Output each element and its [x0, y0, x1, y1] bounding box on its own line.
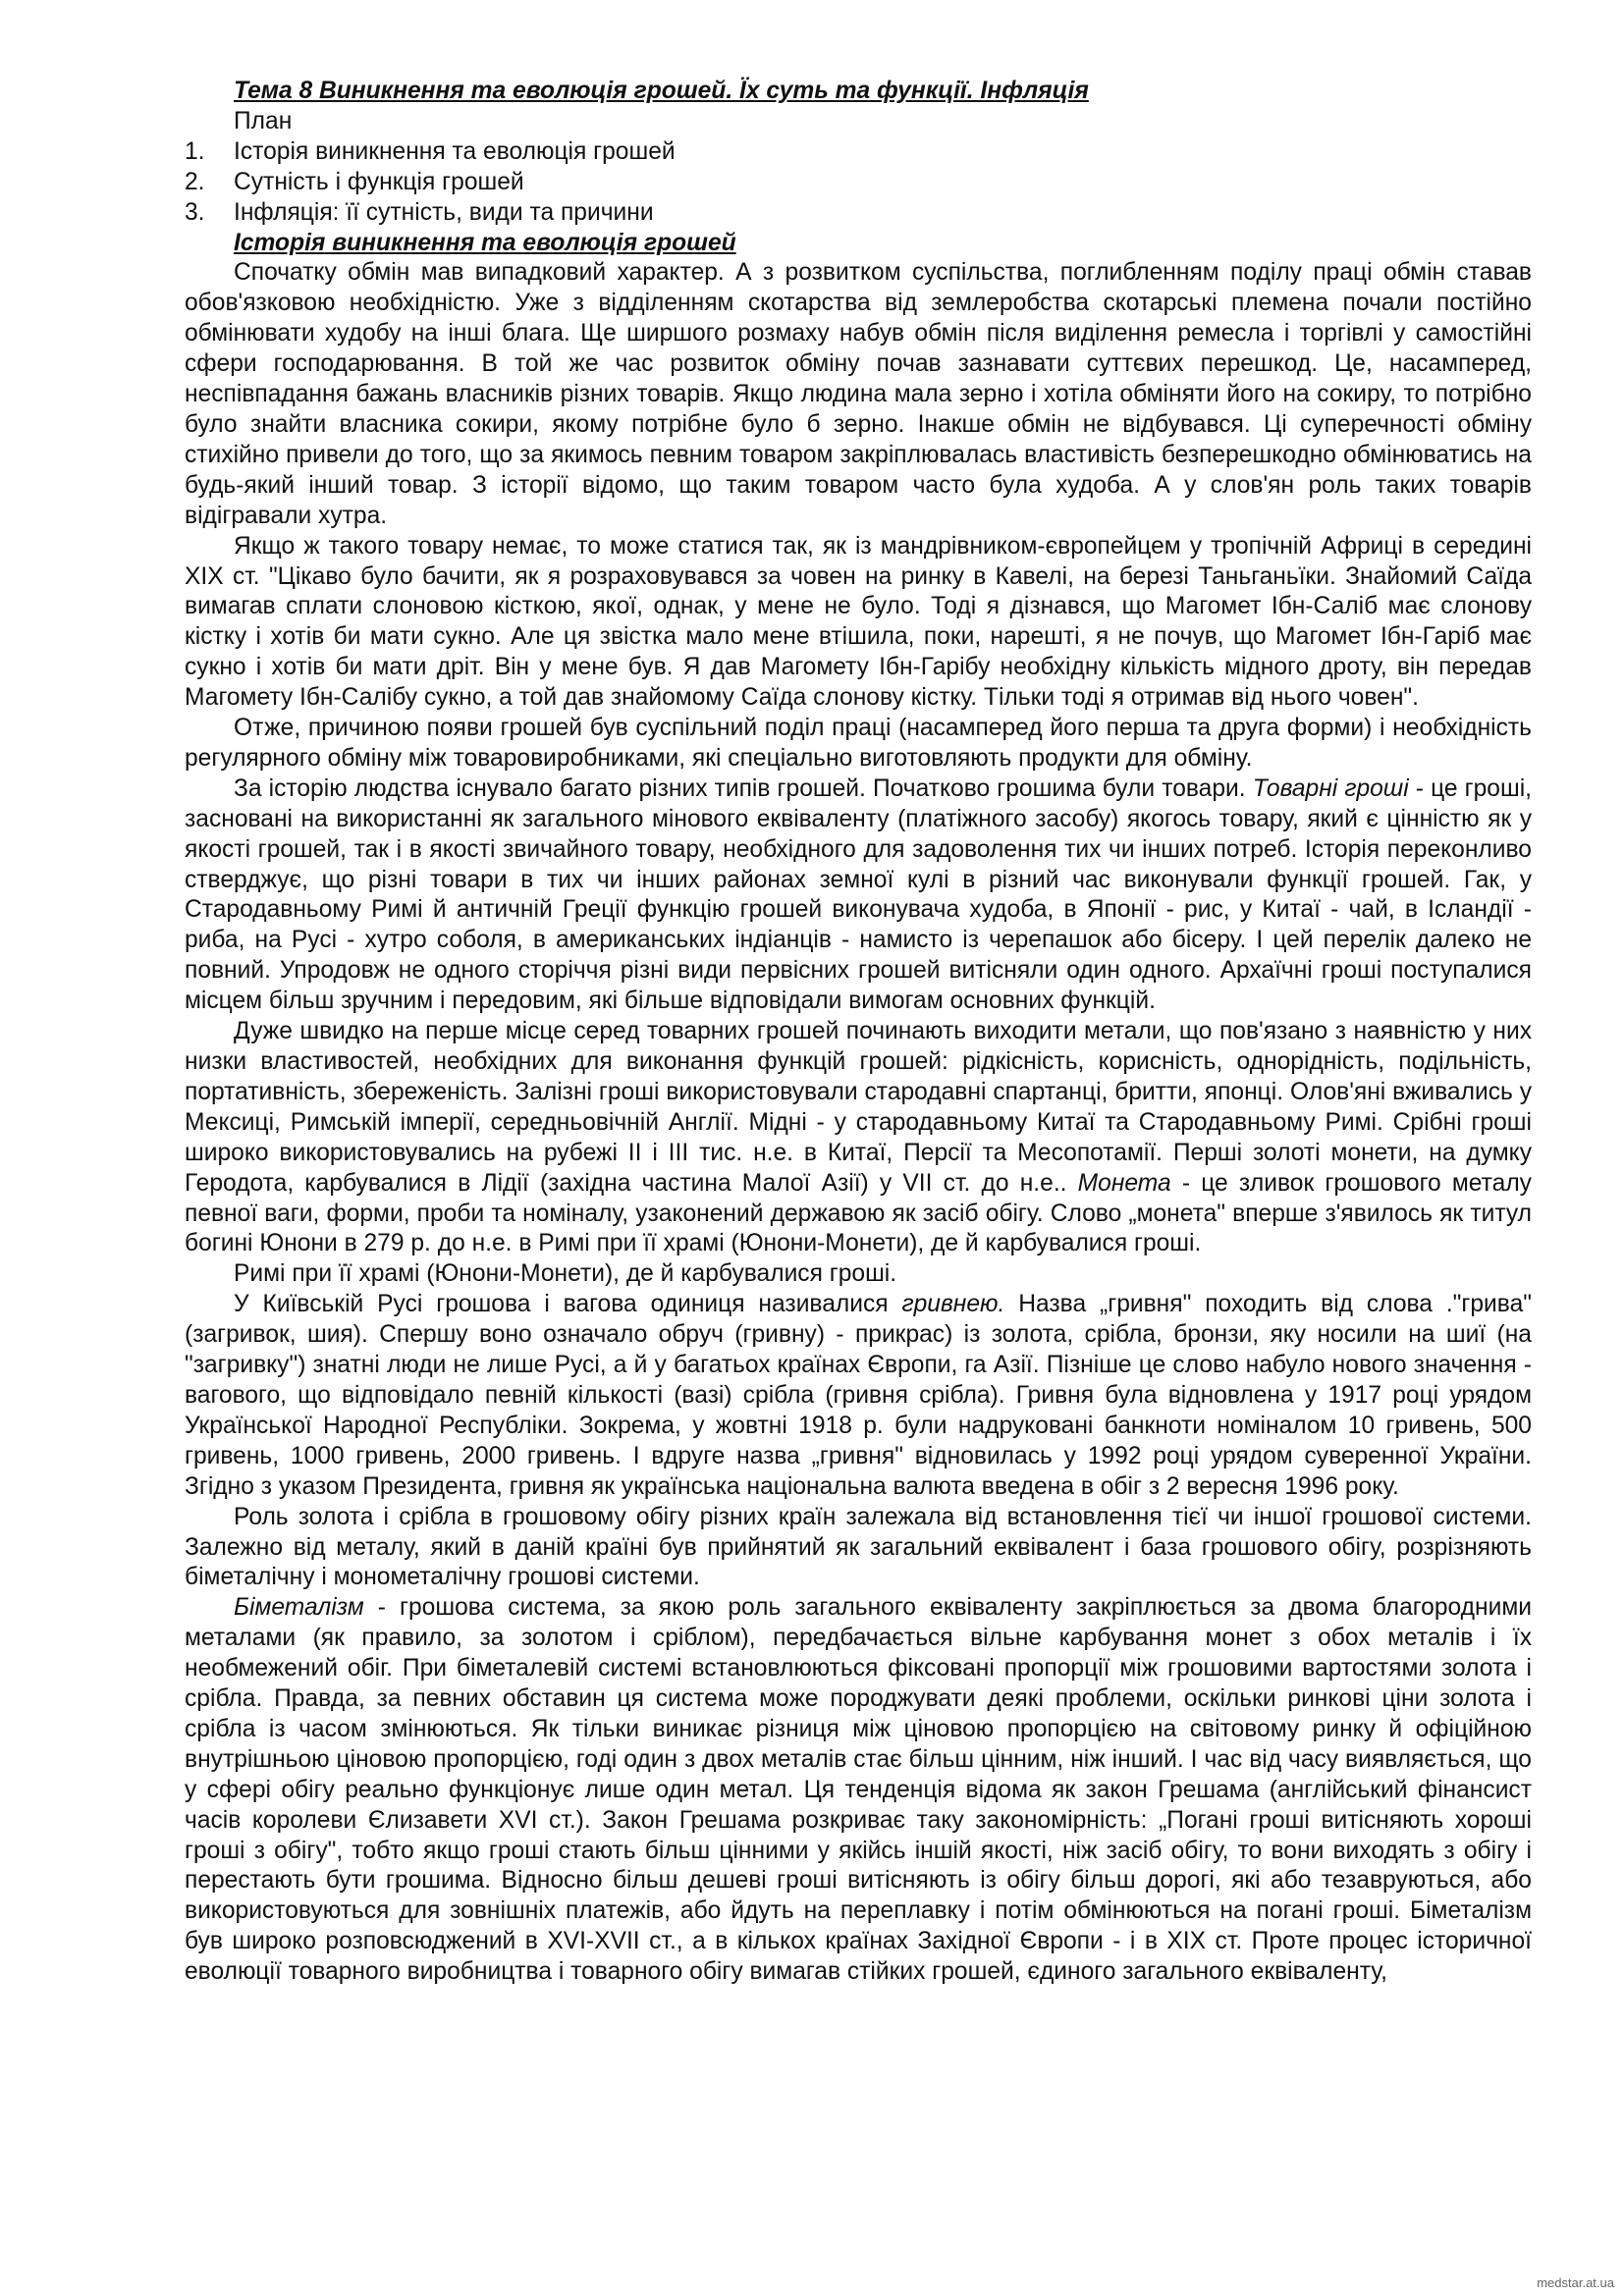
- paragraph-text: Назва „гривня" походить від слова ."грива" (загривок, шия). Спершу воно означало обруч (гривну) - прикрас) із золота, срібла, бронзи, яку носили на шиї (на "загривку") знатні люди не лише Русі, а й у багатьох країнах Європи, га Азії. Пізніше це слово набуло нового значення - вагового, що відповідало певній кількості (вазі) срібла (гривня срібла). Гривня була відновлена у 1917 році урядом Української Народної Республіки. Зокрема, у жовтні 1918 р. були надруковані банкноти номіналом 10 гривень, 500 гривень, 1000 гривень, 2000 гривень. І вдруге назва „гривня" відновилась у 1992 році урядом суверенної України. Згідно з указом Президента, гривня як українська національна валюта введена в обіг з 2 вересня 1996 року.: [185, 1291, 1532, 1500]
- paragraph: [185, 1017, 1532, 1259]
- site-watermark: medstar.at.ua: [1537, 2275, 1614, 2290]
- paragraph-text: Роль золота і срібла в грошовому обігу різних країн залежала від встановлення тієї чи іншої грошової системи. Залежно від металу, який в даній країні був прийнятий як загальний еквівалент і база грошового обігу, розрізняють біметалічну і монометалічну грошові системи.: [185, 1503, 1532, 1591]
- plan-list: [185, 137, 1532, 229]
- plan-item-number: 1.: [185, 137, 205, 165]
- paragraph-text: - це зливок грошового металу певної ваги, форми, проби та номіналу, узаконений державою як засіб обігу. Слово „монета" вперше з'явилось як титул богині Юнони в 279 р. до н.е. в Римі при її храмі (Юнони-Монети), де й карбувалися гроші.: [185, 1169, 1532, 1257]
- paragraph-text: - грошова система, за якою роль загального еквіваленту закріплюється за двома благородними металами (як правило, за золотом і сріблом), передбачається вільне карбування монет з обох металів і їх необмежений обіг. При біметалевій системі встановлюються фіксовані пропорції між грошовими вартостями золота і срібла. Правда, за певних обставин ця система може породжувати деякі проблеми, оскільки ринкові ціни золота і срібла із часом змінюються. Як тільки виникає різниця між ціновою пропорцією на світовому ринку й офіційною внутрішньою ціновою пропорцією, годі один з двох металів стає більш цінним, ніж інший. І час від часу виявляється, що у сфері обігу реально функціонує лише один метал. Ця тенденція відома як закон Грешама (англійський фінансист часів королеви Єлизавети XVI ст.). Закон Грешама розкриває таку закономірність: „Погані гроші витісняють хороші гроші з обігу", тобто якщо гроші стають більш цінними у якійсь іншій якості, ніж засіб обігу, то вони виходять з обігу і перестають бути грошима. Відносно більш дешеві гроші витісняють із обігу більш дорогі, які або тезавруються, або використовуються для зовнішніх платежів, або йдуть на переплавку і потім обмінюються на погані гроші. Біметалізм був широко розповсюджений в XVI-XVII ст., а в кількох країнах Західної Європи - і в XIX ст. Проте процес історичної еволюції товарного виробництва і товарного обігу вимагав стійких грошей, єдиного загального еквіваленту,: [185, 1594, 1532, 1986]
- plan-item: [185, 137, 1532, 168]
- paragraph-text: Спочатку обмін мав випадковий характер. А з розвитком суспільства, поглибленням поділу праці обмін ставав обов'язковою необхідністю. Уже з відділенням скотарства від землеробства скотарські племена почали постійно обмінювати худобу на інші блага. Ще ширшого розмаху набув обмін після виділення ремесла і торгівлі у самостійні сфери господарювання. В той же час розвиток обміну почав зазнавати суттєвих перешкод. Це, насамперед, неспівпадання бажань власників різних товарів. Якщо людина мала зерно і хотіла обміняти його на сокиру, то потрібно було знайти власника сокири, якому потрібне було б зерно. Інакше обмін не відбувався. Ці суперечності обміну стихійно привели до того, що за якимось певним товаром закріплювалась властивість безперешкодно обмінюватись на будь-який інший товар. З історії відомо, що таким товаром часто була худоба. А у слов'ян роль таких товарів відігравали хутра.: [185, 259, 1532, 529]
- plan-item: [185, 198, 1532, 229]
- page-title: Тема 8 Виникнення та еволюція грошей. Їх суть та функції. Інфляція: [234, 78, 1089, 104]
- paragraph: [185, 1503, 1532, 1594]
- paragraph: [185, 532, 1532, 714]
- italic-term: Монета: [1077, 1169, 1171, 1197]
- plan-item-text: Сутність і функція грошей: [234, 168, 524, 195]
- italic-term: Товарні гроші: [1252, 774, 1409, 802]
- paragraph: [185, 258, 1532, 531]
- paragraph: [185, 714, 1532, 774]
- document-page: [185, 77, 1532, 1988]
- paragraph-text: Римі при її храмі (Юнони-Монети), де й карбувалися гроші.: [234, 1260, 897, 1288]
- paragraph: [185, 1593, 1532, 1988]
- body-text: [185, 258, 1532, 1988]
- paragraph: [185, 1259, 1532, 1290]
- paragraph: [185, 1290, 1532, 1502]
- italic-term: гривнею.: [901, 1291, 1005, 1318]
- plan-item-number: 2.: [185, 168, 205, 195]
- paragraph-text: Дуже швидко на перше місце серед товарних грошей починають виходити метали, що пов'язано з наявністю у них низки властивостей, необхідних для виконання функцій грошей: рідкісність, корисність, однорідність, подільність, портативність, збереженість. Залізні гроші використовували стародавні спартанці, бритти, японці. Олов'яні вживались у Мексиці, Римській імперії, середньовічній Англії. Мідні - у стародавньому Китаї та Стародавньому Римі. Срібні гроші широко використовувались на рубежі II і III тис. н.е. в Китаї, Персії та Месопотамії. Перші золоті монети, на думку Геродота, карбувалися в Лідії (західна частина Малої Азії) у VII ст. до н.е..: [185, 1018, 1532, 1197]
- plan-label: План: [234, 107, 293, 134]
- plan-item: [185, 168, 1532, 198]
- plan-item-text: Історія виникнення та еволюція грошей: [234, 137, 676, 165]
- paragraph-text: За історію людства існувало багато різних типів грошей. Початково грошима були товари.: [234, 774, 1253, 802]
- plan-item-text: Інфляція: її сутність, види та причини: [234, 198, 654, 226]
- paragraph-text: Якщо ж такого товару немає, то може статися так, як із мандрівником-європейцем у тропічній Африці в середині XIX ст. "Цікаво було бачити, як я розраховувався за човен на ринку в Кавелі, на березі Таньганьїки. Знайомий Саїда вимагав сплати слоновою кісткою, якої, однак, у мене не було. Тоді я дізнався, що Магомет Ібн-Саліб має слонову кістку і хотів би мати сукно. Але ця звістка мало мене втішила, поки, нарешті, я не почув, що Магомет Ібн-Гаріб має сукно і хотів би мати дріт. Він у мене був. Я дав Магомету Ібн-Гарібу необхідну кількість мідного дроту, він передав Магомету Ібн-Салібу сукно, а той дав знайомому Саїда слонову кістку. Тільки тоді я отримав від нього човен".: [185, 532, 1532, 712]
- paragraph-text: У Київській Русі грошова і вагова одиниця називалися: [234, 1291, 902, 1318]
- paragraph-text: Отже, причиною появи грошей був суспільний поділ праці (насамперед його перша та друга форми) і необхідність регулярного обміну між товаровиробниками, які спеціально виготовляють продукти для обміну.: [185, 715, 1532, 772]
- section-title: Історія виникнення та еволюція грошей: [234, 229, 736, 256]
- plan-item-number: 3.: [185, 198, 205, 226]
- italic-term: Біметалізм: [234, 1594, 364, 1622]
- paragraph: [185, 774, 1532, 1017]
- paragraph-text: - це гроші, засновані на використанні як загального мінового еквіваленту (платіжного засобу) якогось товару, який є цінністю як у якості грошей, так і в якості звичайного товару, необхідного для задоволення тих чи інших потреб. Історія переконливо стверджує, що різні товари в тих чи інших районах земної кулі в різний час виконували функції грошей. Гак, у Стародавньому Римі й античній Греції функцію грошей виконувача худоба, в Японії - рис, у Китаї - чай, в Ісландії - риба, на Русі - хутро соболя, в американських індіанців - намисто із черепашок або бісеру. І цей перелік далеко не повний. Упродовж не одного сторіччя різні види первісних грошей витісняли один одного. Архаїчні гроші поступалися місцем більш зручним і передовим, які більше відповідали вимогам основних функцій.: [185, 774, 1532, 1015]
